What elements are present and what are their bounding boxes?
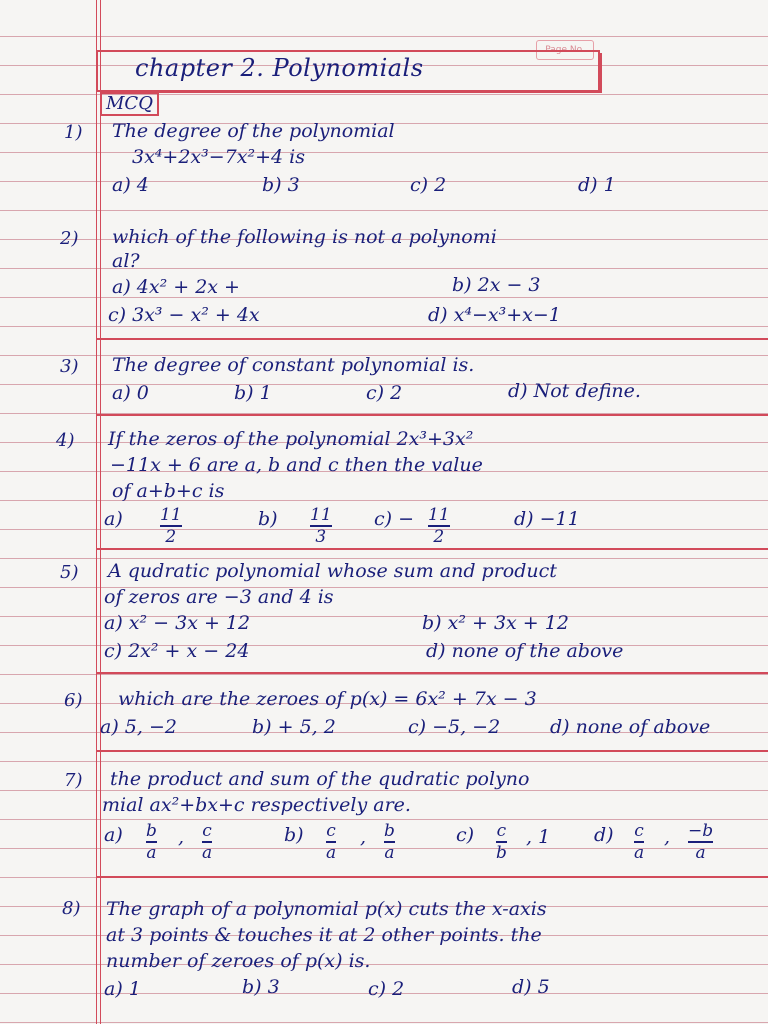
question-7-line-2: mial ax²+bx+c respectively are. bbox=[102, 794, 411, 816]
fraction bbox=[326, 822, 336, 862]
question-7-option-d: d) bbox=[594, 824, 614, 846]
question-8-line-2: at 3 points & touches it at 2 other points. the bbox=[106, 924, 542, 946]
question-2-option-c: c) 3x³ − x² + 4x bbox=[108, 304, 260, 326]
fraction-denominator: 2 bbox=[433, 527, 445, 547]
question-2-option-b: b) 2x − 3 bbox=[452, 274, 541, 296]
question-8-option-b: b) 3 bbox=[242, 976, 280, 998]
fraction-numerator: 11 bbox=[310, 505, 332, 525]
fraction-denominator: 2 bbox=[165, 527, 177, 547]
question-1-option-c: c) 2 bbox=[410, 174, 447, 196]
fraction-numerator: b bbox=[146, 821, 157, 841]
fraction-denominator: a bbox=[146, 843, 157, 863]
fraction-numerator: −b bbox=[688, 821, 714, 841]
question-5-option-b: b) x² + 3x + 12 bbox=[422, 612, 569, 634]
question-3-option-c: c) 2 bbox=[366, 382, 403, 404]
question-number: 7) bbox=[64, 770, 83, 791]
question-5-line-2: of zeros are −3 and 4 is bbox=[104, 586, 334, 608]
fraction-denominator: a bbox=[695, 843, 706, 863]
fraction-denominator: 3 bbox=[315, 527, 327, 547]
question-7-option-b: b) bbox=[284, 824, 304, 846]
margin-line-left-inner bbox=[100, 0, 101, 1024]
fraction bbox=[202, 822, 212, 862]
question-5-option-c: c) 2x² + x − 24 bbox=[104, 640, 250, 662]
question-number: 3) bbox=[60, 356, 79, 377]
question-7-option-c: c) bbox=[456, 824, 475, 846]
question-divider bbox=[96, 750, 768, 752]
question-6-line-1: which are the zeroes of p(x) = 6x² + 7x − 3 bbox=[118, 688, 537, 710]
chapter-title: chapter 2. Polynomials bbox=[135, 54, 424, 82]
question-4-option-a: a) bbox=[104, 508, 123, 530]
page-no-box: Page No. bbox=[536, 40, 594, 60]
section-label: MCQ bbox=[100, 92, 159, 116]
margin-line-left bbox=[96, 0, 97, 1024]
question-4-option-d: d) −11 bbox=[514, 508, 580, 530]
question-7-line-1: the product and sum of the qudratic polyno bbox=[110, 768, 530, 790]
fraction-denominator: b bbox=[496, 843, 507, 863]
question-number: 8) bbox=[62, 898, 81, 919]
question-number: 6) bbox=[64, 690, 83, 711]
question-1-option-a: a) 4 bbox=[112, 174, 149, 196]
question-2-option-a: a) 4x² + 2x + bbox=[112, 276, 240, 298]
question-number: 2) bbox=[60, 228, 79, 249]
fraction bbox=[384, 822, 395, 862]
comma: , bbox=[178, 826, 185, 848]
fraction bbox=[146, 822, 157, 862]
question-2-line-1: which of the following is not a polynomi bbox=[112, 226, 497, 248]
question-8-option-a: a) 1 bbox=[104, 978, 141, 1000]
question-3-line-1: The degree of constant polynomial is. bbox=[112, 354, 475, 376]
fraction bbox=[160, 506, 182, 546]
question-divider bbox=[96, 548, 768, 550]
question-3-option-d: d) Not define. bbox=[508, 380, 641, 402]
fraction bbox=[310, 506, 332, 546]
question-4-line-2: −11x + 6 are a, b and c then the value bbox=[110, 454, 483, 476]
question-1-option-b: b) 3 bbox=[262, 174, 300, 196]
question-divider bbox=[96, 876, 768, 878]
question-6-option-d: d) none of above bbox=[550, 716, 711, 738]
question-4-line-3: of a+b+c is bbox=[112, 480, 225, 502]
fraction-numerator: 11 bbox=[428, 505, 450, 525]
fraction bbox=[496, 822, 507, 862]
question-5-option-a: a) x² − 3x + 12 bbox=[104, 612, 251, 634]
fraction bbox=[428, 506, 450, 546]
question-number: 4) bbox=[56, 430, 75, 451]
fraction-denominator: a bbox=[202, 843, 213, 863]
fraction-numerator: c bbox=[496, 821, 507, 841]
question-8-line-1: The graph of a polynomial p(x) cuts the x-axis bbox=[106, 898, 547, 920]
question-8-option-c: c) 2 bbox=[368, 978, 405, 1000]
question-divider bbox=[96, 414, 768, 416]
comma: , bbox=[664, 826, 671, 848]
question-7-option-a: a) bbox=[104, 824, 123, 846]
fraction bbox=[688, 822, 713, 862]
question-3-option-b: b) 1 bbox=[234, 382, 272, 404]
question-number: 5) bbox=[60, 562, 79, 583]
question-divider bbox=[96, 338, 768, 340]
question-5-option-d: d) none of the above bbox=[426, 640, 624, 662]
question-4-line-1: If the zeros of the polynomial 2x³+3x² bbox=[108, 428, 474, 450]
question-2-option-d: d) x⁴−x³+x−1 bbox=[428, 304, 561, 326]
question-2-line-2: al? bbox=[112, 250, 140, 272]
question-6-option-c: c) −5, −2 bbox=[408, 716, 501, 738]
question-8-option-d: d) 5 bbox=[512, 976, 550, 998]
fraction-numerator: c bbox=[634, 821, 644, 841]
fraction-numerator: c bbox=[202, 821, 212, 841]
question-number: 1) bbox=[64, 122, 83, 143]
question-6-option-b: b) + 5, 2 bbox=[252, 716, 336, 738]
question-3-option-a: a) 0 bbox=[112, 382, 149, 404]
comma: , bbox=[360, 826, 367, 848]
question-4-option-b: b) bbox=[258, 508, 278, 530]
question-5-line-1: A qudratic polynomial whose sum and product bbox=[108, 560, 557, 582]
fraction-denominator: a bbox=[634, 843, 645, 863]
fraction-denominator: a bbox=[384, 843, 395, 863]
question-4-option-c: c) − bbox=[374, 508, 415, 530]
question-7-option-c-tail: , 1 bbox=[526, 826, 551, 848]
fraction-numerator: b bbox=[384, 821, 395, 841]
question-1-option-d: d) 1 bbox=[578, 174, 616, 196]
question-8-line-3: number of zeroes of p(x) is. bbox=[106, 950, 371, 972]
question-divider bbox=[96, 672, 768, 674]
fraction-numerator: 11 bbox=[160, 505, 182, 525]
fraction-numerator: c bbox=[326, 821, 336, 841]
fraction-denominator: a bbox=[326, 843, 337, 863]
question-6-option-a: a) 5, −2 bbox=[100, 716, 177, 738]
question-1-line-2: 3x⁴+2x³−7x²+4 is bbox=[132, 146, 305, 168]
question-1-line-1: The degree of the polynomial bbox=[112, 120, 395, 142]
fraction bbox=[634, 822, 644, 862]
